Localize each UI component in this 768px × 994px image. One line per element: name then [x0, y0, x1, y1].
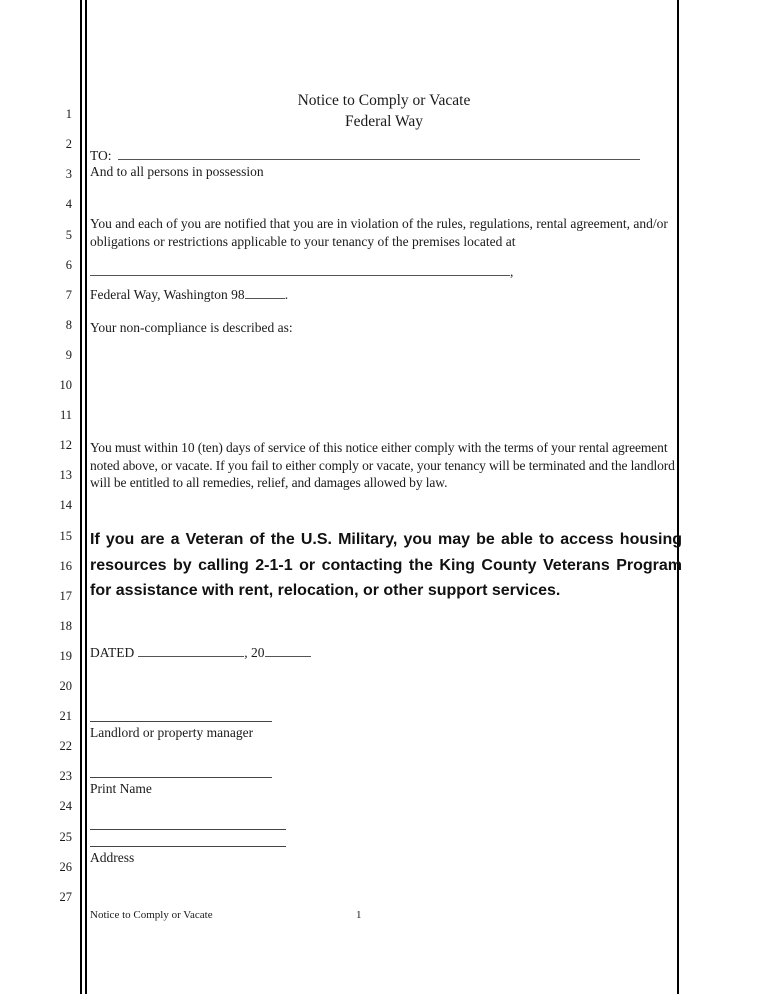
print-name-caption: Print Name — [90, 781, 152, 796]
address-line-1 — [90, 829, 286, 830]
line-number: 27 — [59, 889, 72, 904]
violation-paragraph: You and each of you are notified that you are in violation of the rules, regulations, rental agreement, and/or obligations or restrictions applicable to your tenancy of the premises located at — [90, 216, 668, 249]
title-line-2: Federal Way — [344, 113, 424, 130]
dated-year-blank — [265, 643, 311, 657]
line-number: 24 — [59, 799, 72, 814]
line-number: 7 — [65, 287, 72, 302]
line-number: 12 — [59, 438, 72, 453]
city-zip-line — [90, 285, 678, 304]
landlord-signature-line — [90, 721, 272, 722]
line-number: 9 — [65, 347, 72, 362]
line-number: 10 — [59, 378, 72, 392]
line-number: 15 — [59, 528, 72, 543]
title-line-1: Notice to Comply or Vacate — [297, 92, 471, 109]
line-number: 6 — [65, 257, 72, 272]
dated-year-prefix: , 20 — [244, 645, 265, 660]
footer-doc-title: Notice to Comply or Vacate — [90, 909, 213, 921]
line-number: 3 — [65, 167, 72, 182]
line-number: 2 — [65, 137, 72, 152]
dated-date-blank — [138, 643, 244, 657]
left-double-rule-inner — [85, 0, 87, 994]
to-line — [90, 146, 678, 165]
line-number: 16 — [59, 558, 72, 573]
line-number: 20 — [59, 679, 72, 693]
veteran-notice-paragraph: If you are a Veteran of the U.S. Military, you may be able to access housing resources by calling 2-1-1 or contacting the King County Veterans Program for assistance with rent, relocation, or other support services. — [90, 531, 682, 599]
city-line-prefix: Federal Way, Washington 98 — [90, 287, 245, 302]
line-number: 21 — [59, 709, 72, 724]
dated-line — [90, 643, 678, 662]
dated-label: DATED — [90, 645, 135, 660]
address-caption: Address — [90, 850, 135, 865]
premises-comma: , — [510, 264, 514, 279]
possession-line: And to all persons in possession — [90, 164, 264, 179]
to-label: TO: — [90, 148, 112, 163]
line-number: 11 — [59, 408, 72, 423]
line-number: 8 — [65, 317, 72, 332]
line-number: 17 — [59, 588, 72, 603]
line-number: 23 — [59, 769, 72, 784]
line-number: 26 — [59, 859, 72, 874]
address-line-2 — [90, 846, 286, 847]
premises-address-line — [90, 262, 678, 281]
line-number: 1 — [65, 107, 72, 122]
premises-blank-field — [90, 262, 510, 276]
landlord-signature-caption: Landlord or property manager — [90, 725, 254, 740]
comply-paragraph: You must within 10 (ten) days of service of this notice either comply with the terms of your rental agreement noted above, or vacate. If you fail to either comply or vacate, your tenancy will be terminated and the landlord will be entitled to all remedies, relief, and damages allowed by law. — [90, 440, 675, 490]
line-number: 18 — [59, 618, 72, 633]
line-number: 4 — [65, 197, 72, 212]
line-number: 13 — [59, 468, 72, 483]
line-number: 19 — [59, 648, 72, 663]
noncompliance-label: Your non-compliance is described as: — [90, 320, 293, 335]
page-title — [90, 90, 678, 132]
print-name-line — [90, 777, 272, 778]
footer-page-number: 1 — [356, 909, 362, 921]
line-number: 14 — [59, 498, 72, 513]
line-number: 22 — [59, 739, 72, 754]
line-number: 25 — [59, 829, 72, 844]
zip-blank-field — [245, 285, 285, 299]
line-number: 5 — [65, 227, 72, 242]
left-double-rule-outer — [80, 0, 82, 994]
city-line-suffix: . — [284, 287, 289, 302]
to-blank-field — [118, 146, 640, 160]
